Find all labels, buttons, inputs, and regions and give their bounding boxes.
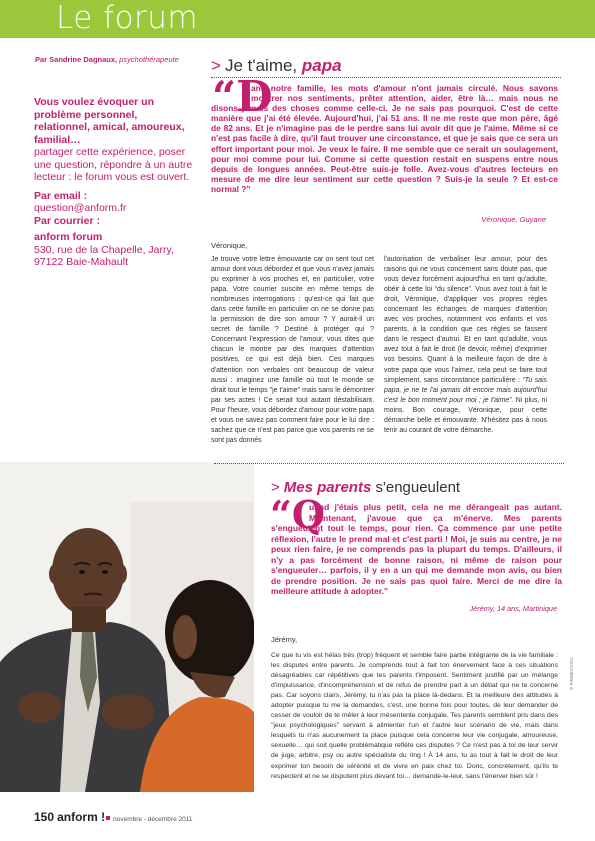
article1-answer-col2-b: Ni plus, ni moins. Bon courage, Véronique, pour cette démarche belle et émouvante. N'hésitez pas à nous tenir au courant de votre démarche. xyxy=(384,396,547,434)
quote-mark-icon: “Q xyxy=(270,492,325,537)
photo-illustration xyxy=(0,462,254,792)
byline-role: psychothérapeute xyxy=(119,55,179,64)
issue-date: novembre - décembre 2011 xyxy=(113,816,193,823)
article2-title-em: Mes parents xyxy=(283,479,372,496)
article1-salutation: Véronique, xyxy=(211,241,248,250)
article2-question-text: uand j'étais plus petit, cela ne me dérangeait pas autant. Maintenant, j'avoue que ça m'énerve. Mes parents s'engueulent tout le temps, pour rien. Ça commence par une petite réflexion, l'autre le prend mal et c'est parti ! Moi, je suis au centre, je ne peux rien faire, je ne comprends pas la plupart du temps. D'ailleurs, il n'y a pas forcément de bonne raison, ni même de raison pour s'engueuler… parfois, il y en a un qui me demande mon avis, ou bien de prendre position. Je ne sais pas quoi faire. Merci de me dire la meilleure attitude à adopter.” xyxy=(271,502,562,596)
magazine-name: anform ! xyxy=(57,810,106,824)
article2-title-plain: s'engueulent xyxy=(375,479,461,496)
contact-sidebar xyxy=(34,96,194,269)
photo-credit: © FIRMEX/YOU xyxy=(569,657,574,690)
sidebar-text: partager cette expérience, poser une question, répondre à un autre lecteur : le forum vous est ouvert. xyxy=(34,146,193,183)
email-address[interactable]: question@anform.fr xyxy=(34,202,127,214)
page-footer xyxy=(34,810,192,824)
email-label: Par email : xyxy=(34,189,88,202)
article1-answer-col2-a: l'autorisation de verbaliser leur amour, pour des raisons qui ne vous concernent sans doute pas, que vous devez forcément aujourd'hui en tant qu'adulte, obéir à cette loi "du silence". Vous avez tout à fait le droit, Véronique, d'appliquer vos propres règles concernant les échanges de marques d'attention avec vos proches, notamment vos enfants et vos parents, à la condition que ces règles se fassent dans le respect d'autrui. Et en tant qu'adulte, vous avez tout à fait le droit (le devoir, même) d'exprimer vos besoins. Quant à la meilleure façon de dire à votre papa que vous l'aimez, cela peut se faire tout simplement, sans circonstance particulière : xyxy=(384,256,547,384)
article1-question-text: ans notre famille, les mots d'amour n'ont jamais circulé. Nous savons montrer nos sentiments, prêter attention, aider, être là… mais nous ne disons jamais des choses comme celle-ci. Je ne sais pas pourquoi. C'est de cette manière que j'ai été élevée. Aujourd'hui, j'ai 51 ans. Il ne me reste que mon père, âgé de 82 ans. Et je n'imagine pas de le perdre sans lui avoir dit que je l'aime. Même si ce n'est pas facile à dire, qu'il faut trouver une circonstance, et que je sais que ce sera un effort important pour moi. Je veux le faire. Il me semble que ce serait un soulagement, pour moi comme pour lui. Comme si cette question restait en suspens entre nous depuis de longues années. Peut-être suis-je folle. Avez-vous d'autres lecteurs en mesure de me dire leur sentiment sur cette question ? Suis-je la seule ? Et est-ce normal ?” xyxy=(211,83,558,194)
article2-salutation: Jérémy, xyxy=(271,635,298,644)
article1-title-em: papa xyxy=(301,56,342,75)
mail-address-line1: 530, rue de la Chapelle, Jarry, xyxy=(34,243,174,256)
article2-question xyxy=(271,502,562,597)
article1-answer-quote: “Tu sais papa, je ne te l'ai jamais dit encore mais aujourd'hui c'est le bon moment pour moi ; je t'aime”. xyxy=(384,376,547,404)
article1-answer-col2 xyxy=(384,255,547,436)
article2-photo xyxy=(0,462,254,792)
divider xyxy=(214,463,564,464)
article1-question xyxy=(211,83,558,194)
sidebar-heading: Vous voulez évoquer un problème personnel, relationnel, amical, amoureux, familial… xyxy=(34,96,185,146)
header-banner xyxy=(0,0,595,38)
square-bullet-icon xyxy=(106,816,110,820)
mail-label: Par courrier : xyxy=(34,214,100,227)
article2-answer: Ce que tu vis est hélas très (trop) fréquent et semble faire partie intégrante de la vie familiale : les disputes entre parents. Je comprends tout à fait ton énervement face à ces situations désagréables car répétitives que tes parents t'imposent. Sentiment justifié par un mélange d'impuissance, d'incompréhension et de refus de prendre part à un débat qui ne te concerne pas. Car soyons clairs, Jérémy, tu n'as pas ta place là-dedans. Et la meilleure des attitudes à adopter puisque tu me la demandes, c'est, une bonne fois pour toutes, de leur demander de cesser de vouloir de te mêler à leur mésentente conjugale. Tes parents semblent pris dans des "jeux psychologiques" servant à alimenter l'un et l'autre leur scénario de vie, mais dans lesquels tu n'as aucunement ta place puisque cela concerne leur vie conjugale, amoureuse, sexuelle… qui soit quelle problématique reflète ces disputes ? Ce n'est pas à toi de leur servir de juge, arbitre, psy ou autre spécialiste du ring ! À 14 ans, tu as tout à fait le droit de leur exprimer ton besoin de sérénité et de vivre en paix chez toi. Donc, concrètement, qu'ils te respectent et ne se disputent plus devant toi… demande-le-leur, sans t'énerver bien sûr ! xyxy=(271,652,558,780)
article1-title-plain: Je t'aime, xyxy=(224,56,298,75)
section-title: Le forum xyxy=(56,0,199,36)
article1-signature: Véronique, Guyane xyxy=(481,215,546,224)
quote-mark-icon: “D xyxy=(212,72,273,121)
byline-author: Par Sandrine Dagnaux, xyxy=(35,55,118,64)
mail-org: anform forum xyxy=(34,231,103,243)
mail-address-line2: 97122 Baie-Mahault xyxy=(34,256,128,268)
byline xyxy=(35,55,179,64)
chevron-right-icon: > xyxy=(271,479,280,496)
chevron-right-icon: > xyxy=(211,56,221,75)
page-number: 150 xyxy=(34,810,55,824)
article1-answer-col1: Je trouve votre lettre émouvante car on sent tout cet amour dont vous débordez et que vous n'avez jamais pu exprimer à vos proches et, en particulier, votre papa. Votre courrier suscite en même temps de nombreuses interrogations : qu'est-ce qui fait que dans cette famille en particulier on ne se donne pas la permission de dire son amour ? Y aurait-il un secret de famille ? Destiné à protéger qui ? Concernant l'expression de l'amour, vous dites que chacun le montre par des marques d'attention positives, ce qui est déjà bien. Ces marques d'attention non verbales ont beaucoup de valeur aussi : imaginez une famille où tout le monde se dirait tout le temps "je t'aime" mais sans le démontrer par ses actes ! Ce serait tout autant déstabilisant. Pour l'heure, vous débordez d'amour pour votre papa et vous ne savez pas comment faire pour le lui dire : sachez que ce n'est pas parce que vos parents ne se sont pas donnés xyxy=(211,256,374,444)
article2-signature: Jérémy, 14 ans, Martinique xyxy=(469,604,557,613)
